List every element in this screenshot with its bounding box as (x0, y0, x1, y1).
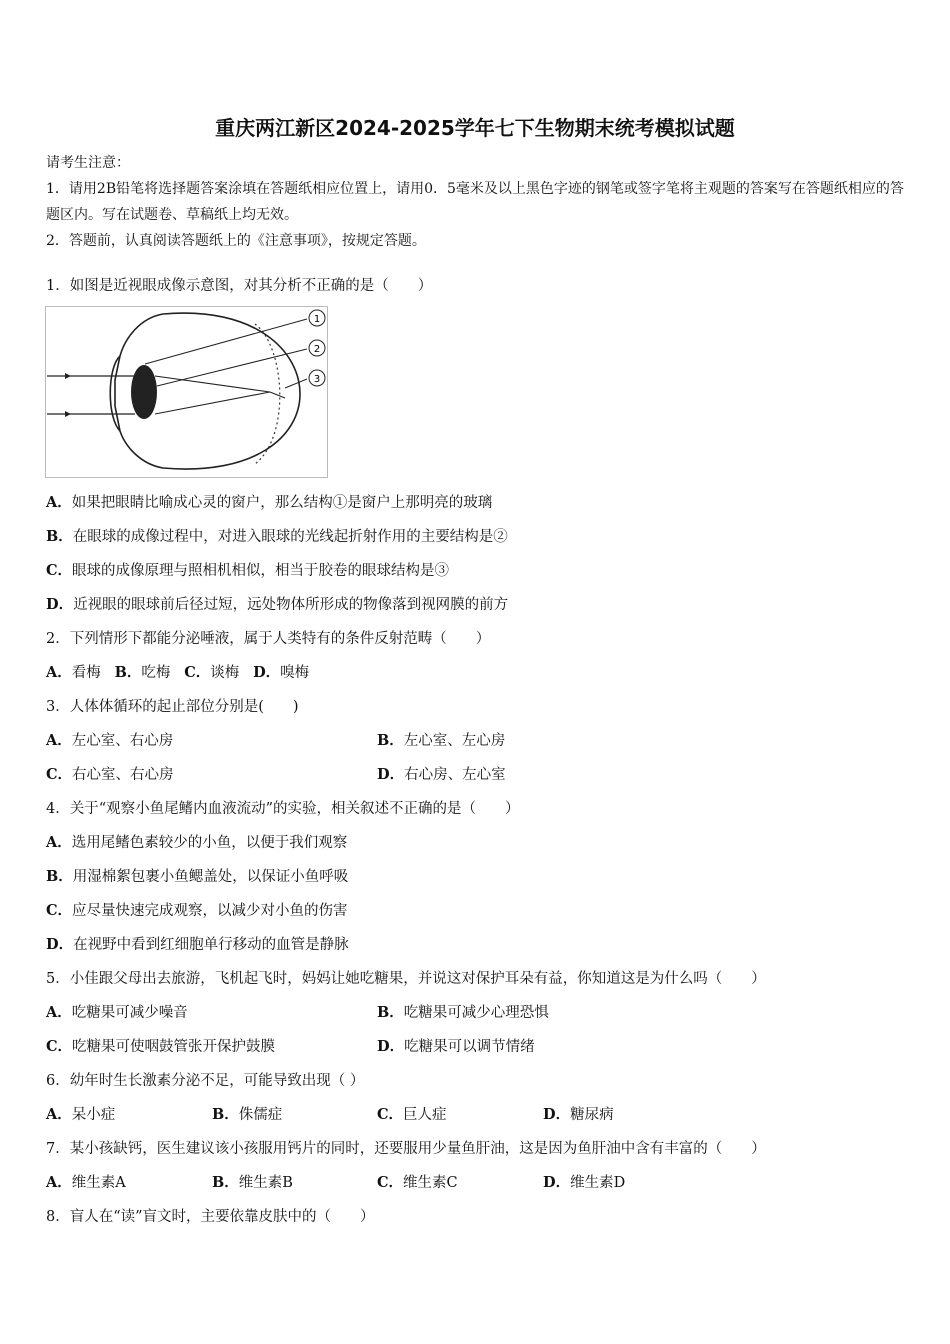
option-text: 吃糖果可减少噪音 (71, 1005, 188, 1021)
question-7-stem: 7．某小孩缺钙，医生建议该小孩服用钙片的同时，还要服用少量鱼肝油，这是因为鱼肝油中含有丰富的（ ） (46, 1141, 766, 1157)
option-text: 左心室、右心房 (71, 733, 174, 749)
option-label: A． (46, 834, 72, 851)
q3-option-a (46, 730, 173, 752)
option-label: C． (377, 1106, 404, 1123)
option-label: C． (46, 766, 73, 783)
q4-option-d (46, 934, 349, 956)
option-text: 右心室、右心房 (72, 767, 174, 783)
notice-heading: 请考生注意： (46, 155, 130, 171)
option-text: 糖尿病 (570, 1107, 614, 1123)
myopia-eye-diagram (45, 306, 328, 478)
eye-diagram-svg (45, 306, 328, 478)
q1-option-d (46, 594, 508, 616)
q1-option-c (46, 560, 449, 582)
option-text: 看梅 (71, 665, 101, 681)
q7-option-b (212, 1172, 293, 1194)
option-text: 吃梅 (141, 665, 171, 681)
option-text: 眼球的成像原理与照相机相似，相当于胶卷的眼球结构是③ (72, 563, 450, 579)
question-1-stem: 1．如图是近视眼成像示意图，对其分析不正确的是（ ） (46, 278, 433, 294)
option-text: 如果把眼睛比喻成心灵的窗户，那么结构①是窗户上那明亮的玻璃 (71, 495, 493, 511)
q7-option-c (377, 1172, 458, 1194)
option-text: 吃糖果可使咽鼓管张开保护鼓膜 (72, 1039, 276, 1055)
q3-option-c (46, 764, 174, 786)
q6-option-b (212, 1104, 282, 1126)
option-label: C． (46, 562, 73, 579)
option-label: A． (46, 1174, 72, 1191)
option-label: B． (212, 1106, 239, 1123)
q7-option-d (543, 1172, 625, 1194)
option-text: 维生素C (403, 1175, 458, 1191)
option-label: D． (377, 766, 405, 783)
q7-option-a (46, 1172, 126, 1194)
figure-frame (46, 307, 328, 478)
question-5-stem: 5．小佳跟父母出去旅游，飞机起飞时，妈妈让她吃糖果，并说这对保护耳朵有益，你知道这是为什么吗（ ） (46, 971, 766, 987)
option-label: D． (543, 1106, 571, 1123)
question-4-stem: 4．关于“观察小鱼尾鳍内血液流动”的实验，相关叙述不正确的是（ ） (46, 801, 520, 817)
q4-option-b (46, 866, 348, 888)
option-label: B． (377, 732, 404, 749)
option-text: 呆小症 (71, 1107, 116, 1123)
option-label: A． (46, 1106, 72, 1123)
option-text: 用湿棉絮包裹小鱼鳃盖处，以保证小鱼呼吸 (72, 869, 349, 885)
q6-option-a (46, 1104, 115, 1126)
q5-option-c (46, 1036, 275, 1058)
option-text: 选用尾鳍色素较少的小鱼，以便于我们观察 (71, 835, 348, 851)
option-text: 维生素D (570, 1175, 626, 1191)
option-label: B． (46, 528, 73, 545)
notice-item-1: 1．请用2B铅笔将选择题答案涂填在答题纸相应位置上，请用0．5毫米及以上黑色字迹的钢笔或签字笔将主观题的答案写在答题纸相应的答题区内。写在试题卷、草稿纸上均无效。 (46, 181, 904, 223)
option-label: D． (46, 596, 74, 613)
option-label: B． (46, 868, 73, 885)
option-text: 吃糖果可减少心理恐惧 (403, 1005, 549, 1021)
option-text: 在视野中看到红细胞单行移动的血管是静脉 (73, 937, 349, 953)
page-title: 重庆两江新区2024-2025学年七下生物期末统考模拟试题 (215, 116, 735, 140)
lens-shape (131, 365, 157, 419)
option-text: 右心房、左心室 (404, 767, 506, 783)
q3-option-b (377, 730, 505, 752)
option-text: 维生素A (71, 1175, 126, 1191)
option-label: D． (253, 664, 281, 681)
q5-option-d (377, 1036, 535, 1058)
option-text: 嗅梅 (280, 665, 310, 681)
q1-option-a (46, 492, 492, 514)
question-2-stem: 2．下列情形下都能分泌唾液，属于人类特有的条件反射范畴（ ） (46, 631, 491, 647)
option-label: B． (212, 1174, 239, 1191)
notice-block (46, 150, 906, 254)
figure-label-2: 2 (313, 344, 321, 355)
option-label: D． (377, 1038, 405, 1055)
q1-option-b (46, 526, 508, 548)
question-6-stem: 6．幼年时生长激素分泌不足，可能导致出现（ ） (46, 1073, 365, 1089)
figure-label-3: 3 (313, 374, 321, 385)
option-text: 侏儒症 (238, 1107, 283, 1123)
option-label: C． (46, 902, 73, 919)
option-text: 巨人症 (403, 1107, 447, 1123)
q4-option-c (46, 900, 348, 922)
option-label: A． (46, 494, 72, 511)
option-label: A． (46, 664, 72, 681)
q5-option-a (46, 1002, 188, 1024)
option-label: D． (543, 1174, 571, 1191)
option-text: 维生素B (238, 1175, 293, 1191)
q2-options (46, 662, 309, 684)
option-label: C． (184, 664, 211, 681)
option-label: A． (46, 732, 72, 749)
option-text: 吃糖果可以调节情绪 (404, 1039, 535, 1055)
notice-item-2: 2．答题前，认真阅读答题纸上的《注意事项》，按规定答题。 (46, 233, 426, 249)
q5-option-b (377, 1002, 549, 1024)
option-label: B． (114, 664, 142, 681)
option-label: C． (46, 1038, 73, 1055)
q6-option-c (377, 1104, 447, 1126)
option-label: A． (46, 1004, 72, 1021)
q6-option-d (543, 1104, 614, 1126)
option-label: C． (377, 1174, 404, 1191)
option-label: B． (377, 1004, 404, 1021)
option-text: 近视眼的眼球前后径过短，远处物体所形成的物像落到视网膜的前方 (73, 597, 509, 613)
question-8-stem: 8．盲人在“读”盲文时，主要依靠皮肤中的（ ） (46, 1209, 375, 1225)
q3-option-d (377, 764, 506, 786)
question-3-stem: 3．人体体循环的起止部位分别是( ) (46, 699, 299, 715)
option-text: 应尽量快速完成观察，以减少对小鱼的伤害 (72, 903, 348, 919)
option-text: 左心室、左心房 (403, 733, 506, 749)
figure-label-1: 1 (313, 314, 321, 325)
option-label: D． (46, 936, 74, 953)
option-text: 谈梅 (210, 665, 240, 681)
q4-option-a (46, 832, 347, 854)
option-text: 在眼球的成像过程中，对进入眼球的光线起折射作用的主要结构是② (72, 529, 508, 545)
